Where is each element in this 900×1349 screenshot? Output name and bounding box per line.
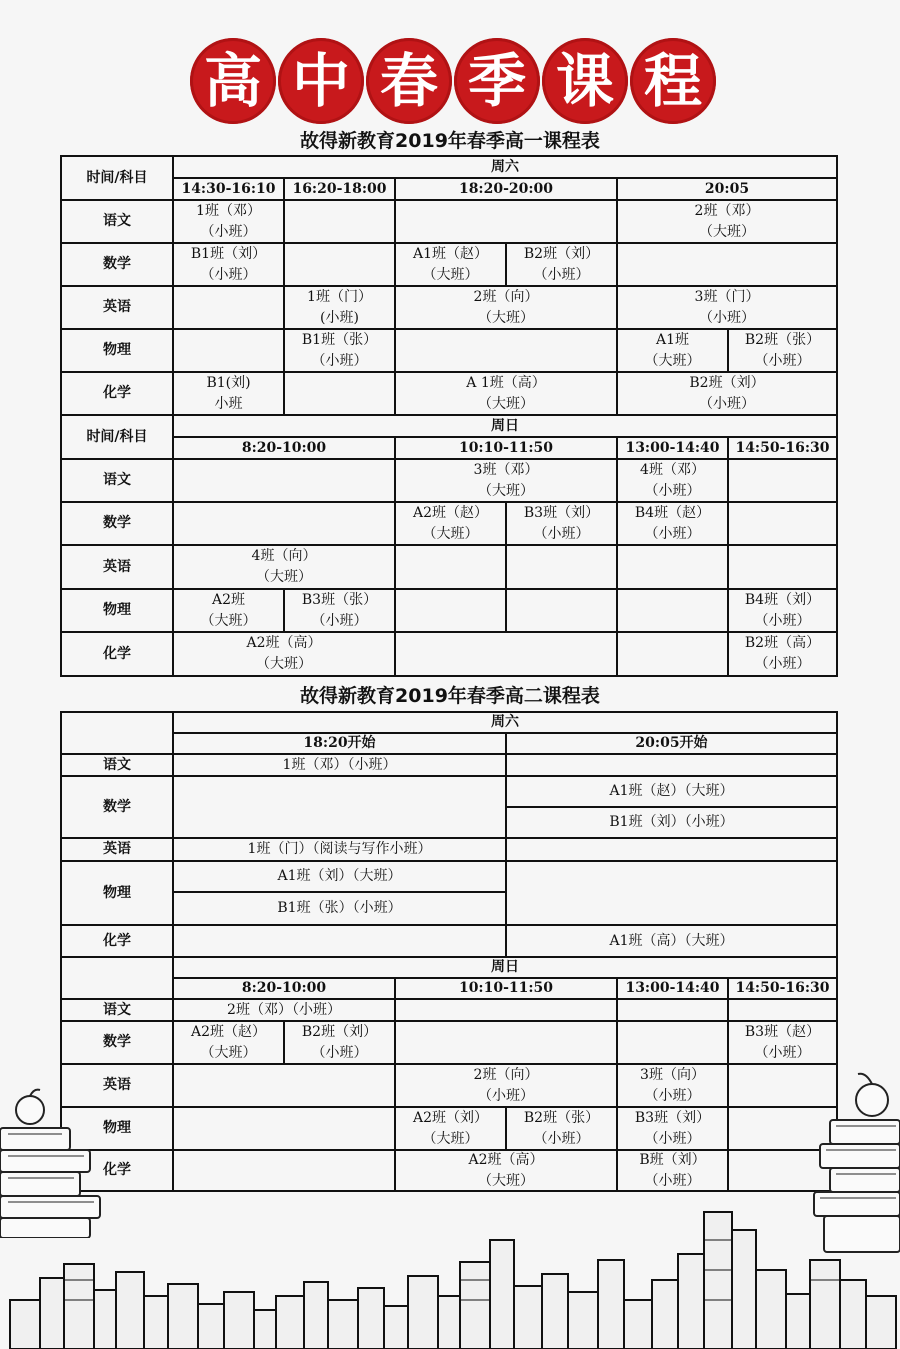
empty-cell	[505, 837, 838, 862]
schedule-cell: B2班（张） （小班）	[505, 1106, 618, 1151]
schedule-cell: A1班（刘）（大班）	[172, 860, 507, 893]
schedule-cell: A1班（赵） （大班）	[394, 242, 507, 287]
time-header: 8:20-10:00	[172, 436, 396, 460]
schedule-cell: B2班（刘） （小班）	[616, 371, 838, 416]
day-header: 周日	[172, 956, 838, 979]
schedule-cell: B2班（刘） （小班）	[505, 242, 618, 287]
empty-cell	[394, 998, 618, 1022]
subject-label: 化学	[60, 924, 174, 958]
empty-cell	[727, 998, 838, 1022]
schedule-cell: B1班（刘）（小班）	[505, 806, 838, 839]
banner-char: 课	[542, 38, 628, 124]
city-skyline-icon	[0, 1200, 900, 1349]
empty-cell	[505, 860, 838, 926]
empty-cell	[727, 544, 838, 590]
schedule-cell: B3班（刘） （小班）	[616, 1106, 729, 1151]
schedule-cell: A2班（高） （大班）	[172, 631, 396, 677]
empty-cell	[283, 242, 396, 287]
empty-cell	[394, 199, 618, 244]
schedule-cell: A2班（赵） （大班）	[394, 501, 507, 546]
subject-label: 语文	[60, 998, 174, 1022]
subject-label: 数学	[60, 1020, 174, 1065]
empty-cell	[394, 328, 618, 373]
schedule-cell: 1班（邓） （小班）	[172, 199, 285, 244]
grade2-title: 故得新教育2019年春季高二课程表	[300, 685, 600, 707]
empty-cell	[505, 753, 838, 777]
empty-cell	[172, 924, 507, 958]
empty-cell	[394, 544, 507, 590]
empty-cell	[172, 1149, 396, 1192]
time-header: 20:05开始	[505, 732, 838, 755]
subject-label: 语文	[60, 753, 174, 777]
empty-cell	[616, 242, 838, 287]
schedule-cell: B1(刘) 小班	[172, 371, 285, 416]
empty-cell	[616, 631, 729, 677]
day-header: 周日	[172, 414, 838, 438]
subject-label: 语文	[60, 199, 174, 244]
subject-label: 数学	[60, 242, 174, 287]
banner-char: 程	[630, 38, 716, 124]
subject-label: 物理	[60, 328, 174, 373]
empty-cell	[616, 588, 729, 633]
corner-cell	[60, 956, 174, 1000]
empty-cell	[394, 588, 507, 633]
schedule-cell: B2班（高） （小班）	[727, 631, 838, 677]
time-header: 10:10-11:50	[394, 977, 618, 1000]
empty-cell	[172, 285, 285, 330]
page-banner	[190, 38, 720, 124]
empty-cell	[727, 501, 838, 546]
time-header: 13:00-14:40	[616, 977, 729, 1000]
schedule-cell: A 1班（高） （大班）	[394, 371, 618, 416]
header-label: 时间/科目	[60, 414, 174, 460]
empty-cell	[172, 775, 507, 839]
day-header: 周六	[172, 155, 838, 179]
schedule-cell: 2班（邓）（小班）	[172, 998, 396, 1022]
time-header: 20:05	[616, 177, 838, 201]
schedule-cell: A2班（刘） （大班）	[394, 1106, 507, 1151]
banner-char: 春	[366, 38, 452, 124]
time-header: 18:20-20:00	[394, 177, 618, 201]
schedule-cell: 3班（向） （小班）	[616, 1063, 729, 1108]
time-header: 13:00-14:40	[616, 436, 729, 460]
schedule-cell: B3班（赵） （小班）	[727, 1020, 838, 1065]
subject-label: 化学	[60, 1149, 174, 1192]
schedule-cell: A2班（赵） （大班）	[172, 1020, 285, 1065]
subject-label: 英语	[60, 285, 174, 330]
time-header: 8:20-10:00	[172, 977, 396, 1000]
schedule-cell: 1班（门）（阅读与写作小班）	[172, 837, 507, 862]
subject-label: 英语	[60, 837, 174, 862]
schedule-cell: A1班（赵）（大班）	[505, 775, 838, 808]
schedule-cell: B2班（刘） （小班）	[283, 1020, 396, 1065]
time-header: 18:20开始	[172, 732, 507, 755]
empty-cell	[394, 631, 618, 677]
subject-label: 数学	[60, 501, 174, 546]
corner-cell	[60, 711, 174, 755]
schedule-cell: A1班 （大班）	[616, 328, 729, 373]
empty-cell	[394, 1020, 618, 1065]
time-header: 10:10-11:50	[394, 436, 618, 460]
empty-cell	[172, 458, 396, 503]
schedule-cell: 4班（邓） （小班）	[616, 458, 729, 503]
schedule-cell: 3班（门） （小班）	[616, 285, 838, 330]
time-header: 16:20-18:00	[283, 177, 396, 201]
subject-label: 物理	[60, 860, 174, 926]
schedule-cell: B3班（刘） （小班）	[505, 501, 618, 546]
schedule-cell: 1班（门） (小班)	[283, 285, 396, 330]
schedule-cell: B2班（张） （小班）	[727, 328, 838, 373]
time-header: 14:50-16:30	[727, 436, 838, 460]
schedule-cell: 3班（邓） （大班）	[394, 458, 618, 503]
schedule-cell: B4班（刘） （小班）	[727, 588, 838, 633]
empty-cell	[172, 501, 396, 546]
schedule-cell: B1班（刘） （小班）	[172, 242, 285, 287]
subject-label: 数学	[60, 775, 174, 839]
schedule-cell: 4班（向） （大班）	[172, 544, 396, 590]
subject-label: 英语	[60, 544, 174, 590]
schedule-cell: B班（刘） （小班）	[616, 1149, 729, 1192]
empty-cell	[727, 458, 838, 503]
banner-char: 中	[278, 38, 364, 124]
subject-label: 英语	[60, 1063, 174, 1108]
schedule-cell: A1班（高）（大班）	[505, 924, 838, 958]
empty-cell	[172, 1106, 396, 1151]
schedule-cell: B1班（张） （小班）	[283, 328, 396, 373]
schedule-cell: 2班（向） （小班）	[394, 1063, 618, 1108]
banner-char: 季	[454, 38, 540, 124]
empty-cell	[505, 588, 618, 633]
subject-label: 语文	[60, 458, 174, 503]
empty-cell	[616, 998, 729, 1022]
empty-cell	[283, 371, 396, 416]
schedule-cell: 2班（向） （大班）	[394, 285, 618, 330]
schedule-cell: A2班（高） （大班）	[394, 1149, 618, 1192]
day-header: 周六	[172, 711, 838, 734]
schedule-cell: 2班（邓） （大班）	[616, 199, 838, 244]
banner-char: 高	[190, 38, 276, 124]
time-header: 14:50-16:30	[727, 977, 838, 1000]
empty-cell	[616, 1020, 729, 1065]
empty-cell	[172, 1063, 396, 1108]
schedule-cell: 1班（邓）（小班）	[172, 753, 507, 777]
empty-cell	[505, 544, 618, 590]
subject-label: 物理	[60, 588, 174, 633]
schedule-cell: B1班（张）（小班）	[172, 891, 507, 926]
time-header: 14:30-16:10	[172, 177, 285, 201]
schedule-cell: B4班（赵） （小班）	[616, 501, 729, 546]
schedule-cell: B3班（张） （小班）	[283, 588, 396, 633]
empty-cell	[616, 544, 729, 590]
empty-cell	[172, 328, 285, 373]
subject-label: 物理	[60, 1106, 174, 1151]
subject-label: 化学	[60, 371, 174, 416]
header-label: 时间/科目	[60, 155, 174, 201]
subject-label: 化学	[60, 631, 174, 677]
schedule-cell: A2班 （大班）	[172, 588, 285, 633]
grade1-title: 故得新教育2019年春季高一课程表	[300, 130, 600, 152]
empty-cell	[283, 199, 396, 244]
